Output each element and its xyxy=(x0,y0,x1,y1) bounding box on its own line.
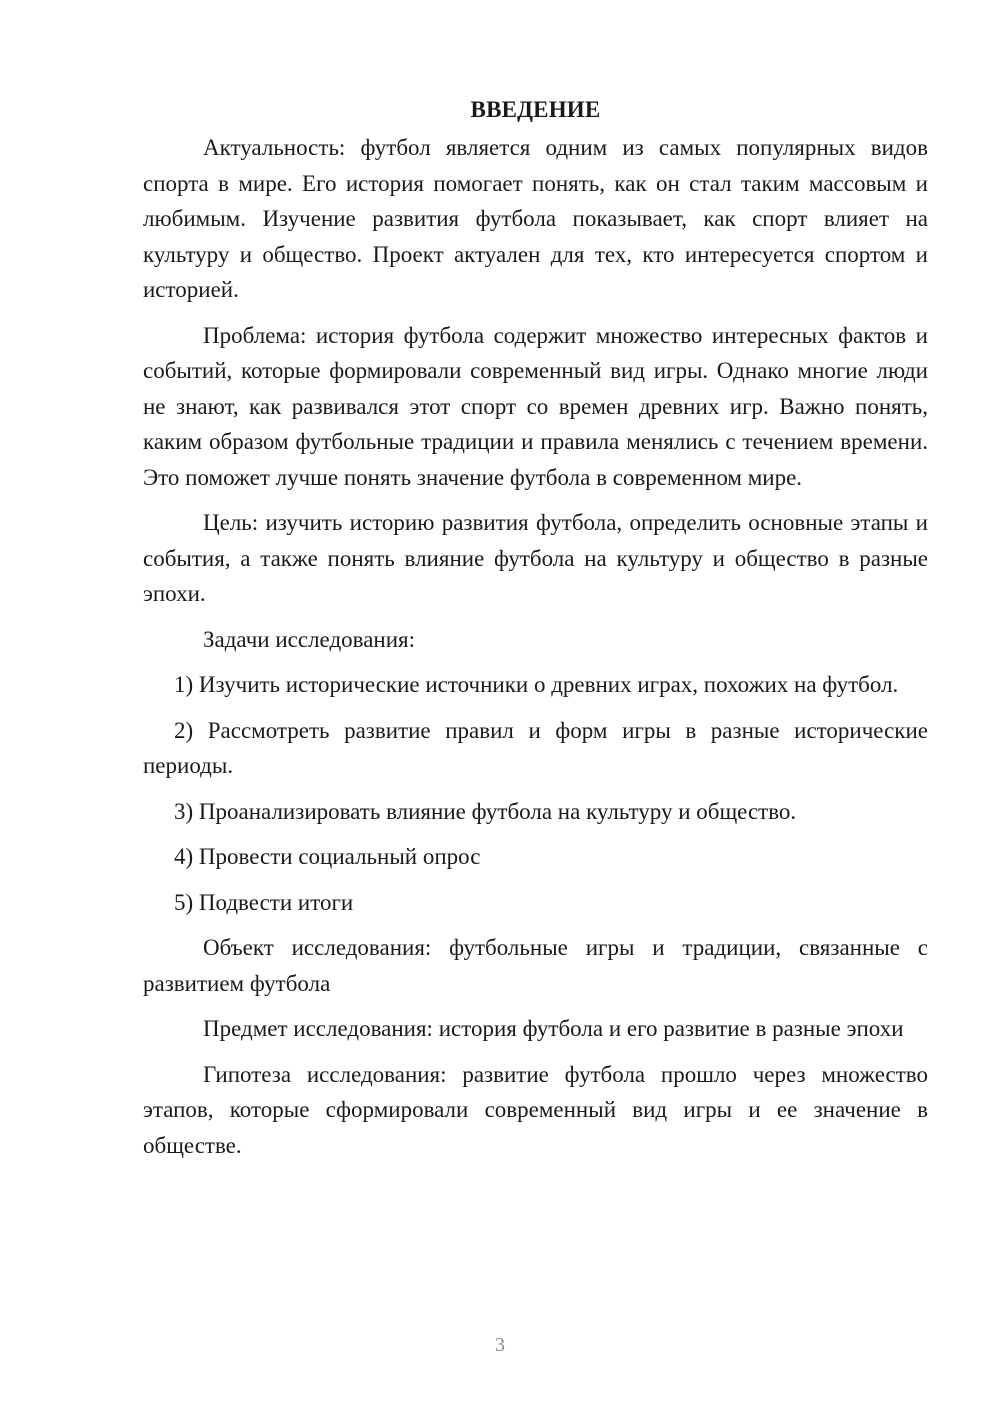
paragraph-problem: Проблема: история футбола содержит множество интересных фактов и событий, которые формировали современный вид игры. Однако многие люди не знают, как развивался этот спорт со времен древних игр. Важно понять, каким образом футбольные традиции и правила менялись с течением времени. Это поможет лучше понять значение футбола в современном мире. xyxy=(143,322,928,490)
page-title: ВВЕДЕНИЕ xyxy=(470,97,601,122)
task-item-1: 1) Изучить исторические источники о древних играх, похожих на футбол. xyxy=(174,672,899,697)
paragraph-goal: Цель: изучить историю развития футбола, определить основные этапы и события, а также понять влияние футбола на культуру и общество в разные эпохи. xyxy=(143,510,928,606)
task-item-5: 5) Подвести итоги xyxy=(174,889,354,915)
paragraph-relevance: Актуальность: футбол является одним из самых популярных видов спорта в мире. Его история помогает понять, как он стал таким массовым и любимым. Изучение развития футбола показывает, как спорт влияет на культуру и общество. Проект актуален для тех, кто интересуется спортом и историей. xyxy=(143,135,928,302)
task-item-3: 3) Проанализировать влияние футбола на культуру и общество. xyxy=(174,798,797,824)
paragraph-object: Объект исследования: футбольные игры и традиции, связанные с развитием футбола xyxy=(143,935,928,996)
task-item-4: 4) Провести социальный опрос xyxy=(174,844,481,869)
paragraph-hypothesis: Гипотеза исследования: развитие футбола прошло через множество этапов, которые сформировали современный вид игры и ее значение в обществе. xyxy=(143,1061,928,1158)
paragraph-tasks-heading: Задачи исследования: xyxy=(203,626,416,652)
page-content xyxy=(143,92,928,1173)
task-list xyxy=(143,667,928,920)
page-number: 3 xyxy=(495,1334,505,1356)
task-item-2: 2) Рассмотреть развитие правил и форм игры в разные исторические периоды. xyxy=(143,717,928,778)
paragraph-subject: Предмет исследования: история футбола и его развитие в разные эпохи xyxy=(203,1016,904,1041)
